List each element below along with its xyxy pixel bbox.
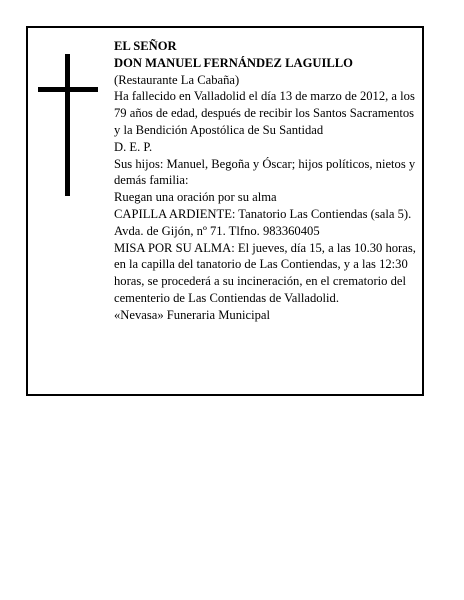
deceased-name: DON MANUEL FERNÁNDEZ LAGUILLO: [114, 55, 353, 70]
obituary-text: [114, 38, 416, 324]
rip-text: D. E. P.: [114, 139, 153, 154]
prayer-request: Ruegan una oración por su alma: [114, 190, 277, 205]
death-statement: Ha fallecido en Valladolid el día 13 de marzo de 2012, a los 79 años de edad, después de recibir los Santos Sacramentos y la Bendición Apostólica de Su Santidad: [114, 89, 415, 137]
chapel-info: CAPILLA ARDIENTE: Tanatorio Las Contiendas (sala 5). Avda. de Gijón, nº 71. Tlfno. 983360405: [114, 206, 412, 238]
deceased-subtitle: (Restaurante La Cabaña): [114, 72, 240, 87]
funeral-home: «Nevasa» Funeraria Municipal: [114, 307, 270, 322]
heading-title: EL SEÑOR: [114, 39, 177, 53]
family-text: Sus hijos: Manuel, Begoña y Óscar; hijos políticos, nietos y demás familia:: [114, 156, 416, 188]
cross-icon: [38, 54, 98, 196]
mass-info: MISA POR SU ALMA: El jueves, día 15, a las 10.30 horas, en la capilla del tanatorio de Las Contiendas, y a las 12:30 horas, se procederá a su incineración, en el crematorio del cementerio de Las Contiendas de Valladolid.: [114, 240, 416, 305]
cross-vertical-bar: [65, 54, 70, 196]
cross-horizontal-bar: [38, 87, 98, 92]
